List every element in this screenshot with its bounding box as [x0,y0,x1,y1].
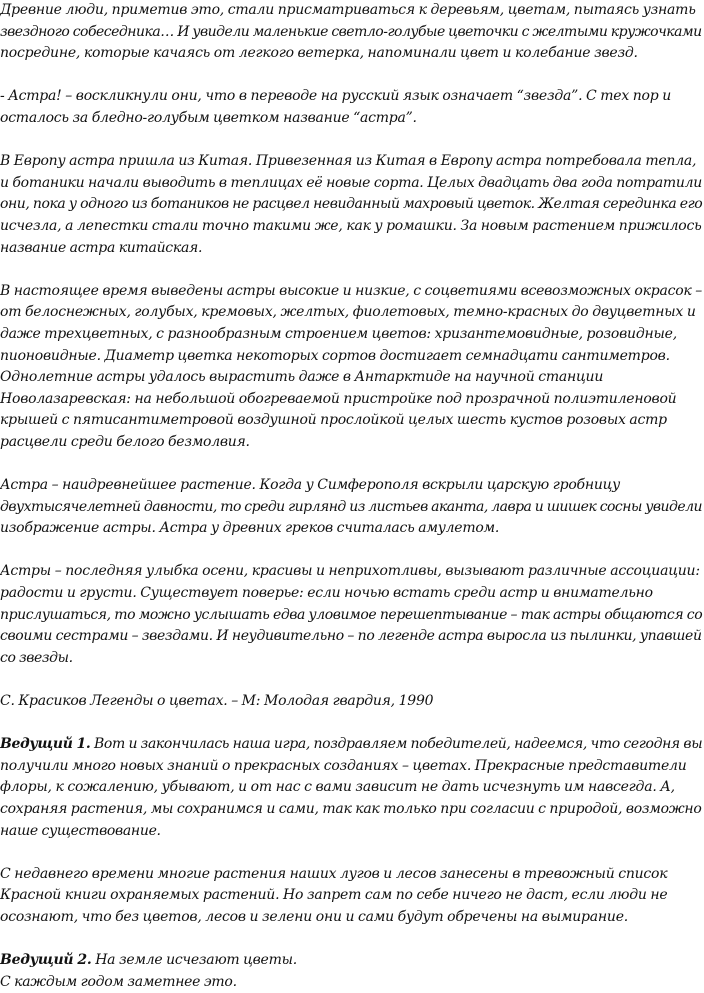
text-line: крышей с пятисантиметровой воздушной прослойкой целых шесть кустов розовых астр [0,412,667,429]
text-line: сохраняя растения, мы сохранимся и сами, так как только при согласии с природой, возможно [0,800,702,817]
text-line: Древние люди, приметив это, стали присматриваться к деревьям, цветам, пытаясь узнать [0,2,696,18]
paragraph-ancient-people [0,0,704,65]
paragraph-citation [0,691,704,713]
speaker-text: На земле исчезают цветы. [91,952,297,969]
text-line: звездного собеседника… И увидели маленькие светло-голубые цветочки с желтыми кружочками [0,23,702,40]
text-line: радости и грусти. Существует поверье: если ночью встать среди астр и внимательно [0,585,653,602]
text-line: получили много новых знаний о прекрасных созданиях – цветах. Прекрасные представители [0,757,687,774]
text-line: посредине, которые качаясь от легкого ветерка, напоминали цвет и колебание звезд. [0,45,638,62]
text-line: они, пока у одного из ботаников не расцвел невиданный махровый цветок. Желтая серединка его [0,196,703,213]
text-line: В Европу астра пришла из Китая. Привезенная из Китая в Европу астра потребовала тепла, [0,153,697,170]
text-line: исчезла, а лепестки стали точно такими же, как у ромашки. За новым растением прижилось [0,217,702,234]
citation-line: С. Красиков Легенды о цветах. – М: Молодая гвардия, 1990 [0,693,434,709]
paragraph-red-book [0,864,704,929]
text-line: со звезды. [0,649,73,666]
text-line: осознают, что без цветов, лесов и зелени они и сами будут обречены на вымирание. [0,908,628,925]
text-line: двухтысячелетней давности, то среди гирлянд из листьев аканта, лавра и шишек сосны увидели [0,498,702,515]
paragraph-host-1 [0,734,704,842]
text-line: прислушаться, то можно услышать едва уловимое перешептывание – так астры общаются со [0,606,703,623]
paragraph-host-2 [0,950,704,993]
text-line [0,950,704,972]
text-line: Красной книги охраняемых растений. Но запрет сам по себе ничего не даст, если люди не [0,887,668,904]
text-line: флоры, к сожалению, убывают, и от нас с вами зависит не дать исчезнуть им навсегда. А, [0,779,675,796]
paragraph-varieties [0,281,704,454]
text-line: С каждым годом заметнее это. [0,973,237,990]
speaker-label: Ведущий 1. [0,736,91,753]
text-line: и ботаники начали выводить в теплицах её новые сорта. Целых двадцать два года потратили [0,174,702,191]
speaker-label: Ведущий 2. [0,952,92,969]
text-line: от белоснежных, голубых, кремовых, желтых, фиолетовых, темно-красных до двуцветных и [0,304,696,321]
paragraph-ancient-plant [0,475,704,540]
text-line: осталось за бледно-голубым цветком название “астра”. [0,109,417,126]
text-line: С недавнего времени многие растения наших лугов и лесов занесены в тревожный список [0,865,668,882]
text-line: изображение астры. Астра у древних греков считалась амулетом. [0,520,500,537]
paragraph-europe-china [0,151,704,259]
text-line: Астра – наидревнейшее растение. Когда у Симферополя вскрыли царскую гробницу [0,477,621,494]
text-line: Однолетние астры удалось вырастить даже в Антарктиде на научной станции [0,369,604,386]
paragraph-last-smile [0,561,704,669]
text-line: пионовидные. Диаметр цветка некоторых сортов достигает семнадцати сантиметров. [0,347,670,364]
text-line: В настоящее время выведены астры высокие и низкие, с соцветиями всевозможных окрасок – [0,282,702,299]
text-line: расцвели среди белого безмолвия. [0,433,250,450]
speaker-text: Вот и закончилась наша игра, поздравляем победителей, надеемся, что сегодня вы [90,736,703,753]
text-line: название астра китайская. [0,239,203,256]
text-line: Астры – последняя улыбка осени, красивы и неприхотливы, вызывают различные ассоциации: [0,563,700,580]
text-line: Новолазаревская: на небольшой обогреваемой пристройке под прозрачной полиэтиленовой [0,390,677,407]
text-line: даже трехцветных, с разнообразным строением цветов: хризантемовидные, розовидные, [0,325,677,342]
paragraph-astra-exclaim [0,86,704,129]
text-line: наше существование. [0,822,161,839]
text-line [0,734,704,756]
text-line: - Астра! – воскликнули они, что в переводе на русский язык означает “звезда”. С тех пор и [0,88,672,105]
text-line: своими сестрами – звездами. И неудивительно – по легенде астра выросла из пылинки, упавшей [0,628,702,645]
